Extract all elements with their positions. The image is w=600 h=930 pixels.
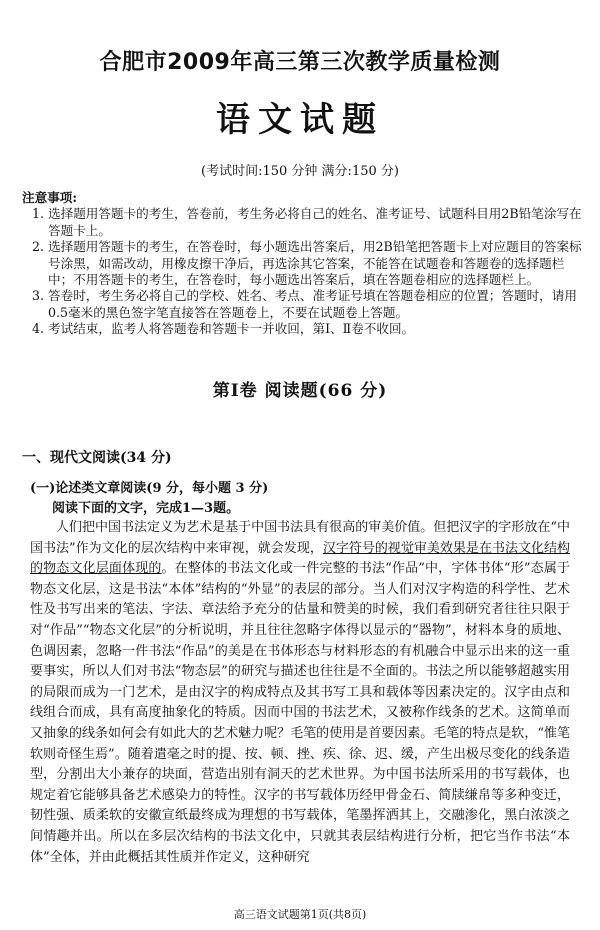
part-title: 一、现代文阅读(34 分) [22, 450, 172, 466]
time-info: (考试时间:150 分钟 满分:150 分) [201, 164, 399, 179]
passage [30, 518, 570, 868]
notice-item: 2. 选择题用答题卡的考生，在答卷时，每小题选出答案后，用2B铅笔把答题卡上对应题目的答案标号涂黑，如需改动，用橡皮擦干净后，再选涂其它答案，不能答在试题卷和答题卷的选择题栏中；不用答题卡的考生，在答卷时，每小题选出答案后，填在答题卷相应的选择题栏上。 [32, 239, 582, 288]
notice-item: 1. 选择题用答题卡的考生，答卷前，考生务必将自己的姓名、准考证号、试题科目用2B铅笔涂写在答题卡上。 [32, 206, 582, 238]
passage-text: 人们把中国书法定义为艺术是基于中国书法具有很高的审美价值。但把汉字的字形放在“中国书法”作为文化的层次结构中来审视，就会发现， [30, 520, 570, 556]
page-footer: 高三语文试题第1页(共8页) [233, 908, 367, 921]
passage-paragraph [30, 518, 570, 868]
exam-title: 合肥市2009年高三第三次教学质量检测 [99, 50, 501, 75]
passage-text: 。在整体的书法文化或一件完整的书法“作品”中，字体书体“形”态属于物态文化层，这是书法“本体”结构的“外显”的表层的部分。当人们对汉字构造的科学性、艺术性及书写出来的笔法、字法、章法给予充分的估量和赞美的时候，我们看到研究者往往只限于对“作品”“物态文化层”的分析说明，并且往往忽略字体得以显示的“器物”，材料本身的质地、色调因素，忽略一件书法“作品”的美是在书体形态与材料形态的有机融合中显示出来的这一重要事实，所以人们对书法“物态层”的研究与描述也往往是不全面的。书法之所以能够超越实用的局限而成为一门艺术，是由汉字的构成特点及其书写工具和载体等因素决定的。汉字由点和线组合而成，具有高度抽象化的特质。因而中国的书法艺术，又被称作线条的艺术。这简单而又抽象的线条如何会有如此大的艺术魅力呢？毛笔的使用是首要因素。毛笔的特点是软，“惟笔软则奇怪生焉”。随着遣毫之时的提、按、顿、挫、疾、徐、迟、缓，产生出极尽变化的线条造型，分割出大小兼存的块面，营造出别有洞天的艺术世界。为中国书法所采用的书写载体，也规定着它能够具备艺术感染力的特性。汉字的书写载体历经甲骨金石、简牍缣帛等多种变迁，韧性强、质柔软的安徽宣纸最终成为理想的书写载体，笔墨挥洒其上，交融渗化，黑白浓淡之间情趣并出。所以在多层次结构的书法文化中，只就其表层结构进行分析，把它当作书法“本体”全体，并由此概括其性质并作定义，这种研究 [30, 561, 570, 865]
subpart-title: (一)论述类文章阅读(9 分，每小题 3 分) [30, 481, 269, 496]
notice-block [22, 190, 587, 338]
instruction: 阅读下面的文字，完成1—3题。 [52, 501, 240, 516]
section-title: 第Ⅰ卷 阅读题(66 分) [212, 381, 388, 401]
notice-item: 3. 答卷时，考生务必将自己的学校、姓名、考点、准考证号填在答题卷相应的位置；答题时，请用0.5毫米的黑色签字笔直接答在答题卷上，不要在试题卷上答题。 [32, 288, 577, 320]
notice-list [22, 206, 587, 337]
subject-title: 语文试题 [216, 100, 384, 140]
notice-item: 4. 考试结束，监考人将答题卷和答题卡一并收回，第Ⅰ、Ⅱ卷不收回。 [32, 321, 415, 337]
underlined-sentence: 汉字符号的视觉审美效果是在书法文化结构的物态文化层面体现的 [30, 540, 570, 577]
notice-heading: 注意事项: [22, 190, 78, 205]
